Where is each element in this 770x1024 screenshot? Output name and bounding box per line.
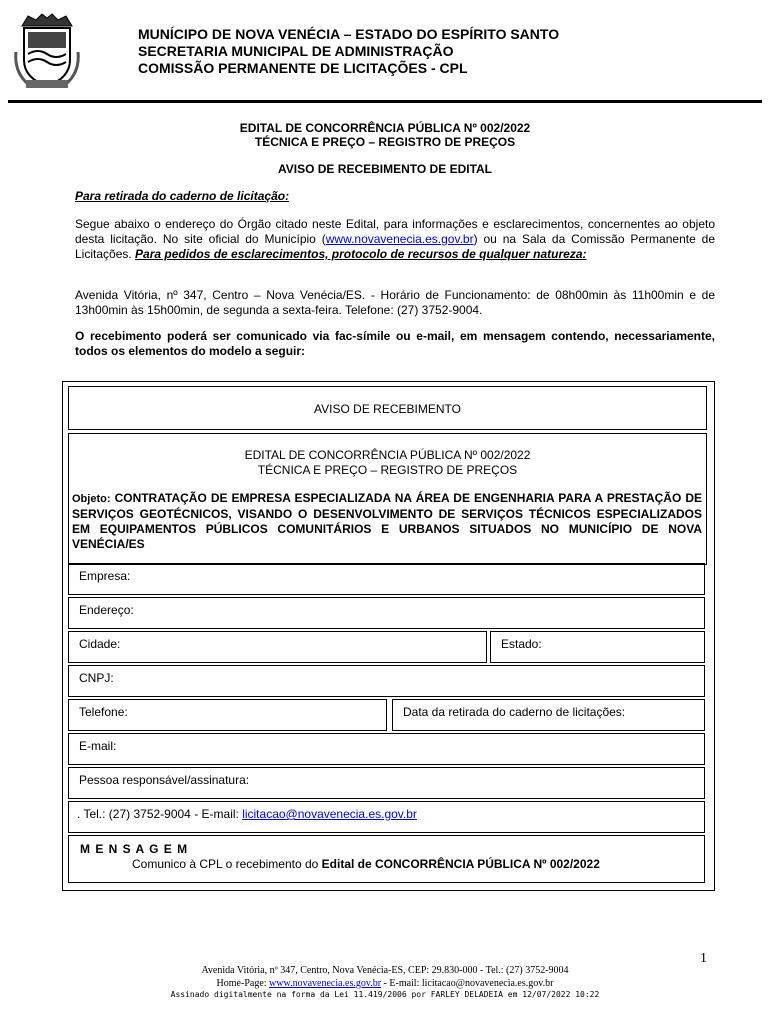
header-line-3: COMISSÃO PERMANENTE DE LICITAÇÕES - CPL [138, 60, 468, 76]
contato-text: . Tel.: (27) 3752-9004 - E-mail: [77, 807, 243, 821]
footer-address: Avenida Vitória, nº 347, Centro, Nova Venécia-ES, CEP: 29.830-000 - Tel.: (27) 3752-9004 [201, 965, 569, 976]
contato-email-link[interactable]: licitacao@novavenecia.es.gov.br [242, 807, 417, 821]
estado-field[interactable]: Estado: [490, 631, 705, 663]
pessoa-responsavel-field[interactable]: Pessoa responsável/assinatura: [68, 767, 705, 799]
cidade-field[interactable]: Cidade: [68, 631, 487, 663]
header-divider [8, 100, 762, 103]
header-line-2: SECRETARIA MUNICIPAL DE ADMINISTRAÇÃO [138, 43, 454, 59]
paragraph-info [75, 217, 715, 262]
paragraph-info-emphasis: Para pedidos de esclarecimentos, protocolo de recursos de qualquer natureza: [135, 247, 587, 261]
footer-email: - E-mail: licitacao@novavenecia.es.gov.br [381, 978, 554, 989]
form-title-box [68, 386, 707, 430]
website-link[interactable]: www.novavenecia.es.gov.br [325, 232, 474, 246]
contato-row [68, 801, 705, 833]
paragraph-address: Avenida Vitória, nº 347, Centro – Nova Venécia/ES. - Horário de Funcionamento: de 08h00min às 11h00min e de 13h00min às 15h00min, de segunda a sexta-feira. Telefone: (27) 3752-9004. [75, 288, 715, 317]
aviso-title: AVISO DE RECEBIMENTO DE EDITAL [277, 162, 493, 176]
data-retirada-field[interactable]: Data da retirada do caderno de licitações: [392, 699, 705, 731]
footer-homepage-label: Home-Page: [216, 978, 270, 989]
empresa-field[interactable]: Empresa: [68, 563, 705, 595]
page-number: 1 [700, 951, 707, 966]
edital-title: EDITAL DE CONCORRÊNCIA PÚBLICA Nº 002/2022 [239, 121, 531, 135]
email-field[interactable]: E-mail: [68, 733, 705, 765]
form-edital-title: EDITAL DE CONCORRÊNCIA PÚBLICA Nº 002/2022 [244, 448, 531, 462]
form-title: AVISO DE RECEBIMENTO [314, 402, 461, 416]
paragraph-recebimento: O recebimento poderá ser comunicado via fac-símile ou e-mail, em mensagem contendo, necessariamente, todos os elementos do modelo a seguir: [75, 329, 715, 358]
form-objeto [72, 491, 702, 552]
municipal-crest-logo [14, 12, 80, 92]
telefone-field[interactable]: Telefone: [68, 699, 387, 731]
mensagem-text: Comunico à CPL o recebimento do [132, 857, 322, 871]
edital-tipo: TÉCNICA E PREÇO – REGISTRO DE PREÇOS [254, 135, 516, 149]
footer-homepage-link[interactable]: www.novavenecia.es.gov.br [269, 978, 382, 989]
paragraph-info-text-b: ) ou na Sala da Comissão Permanente de Licitações. [75, 232, 716, 261]
mensagem-bold: Edital de CONCORRÊNCIA PÚBLICA Nº 002/2022 [321, 857, 600, 871]
endereco-field[interactable]: Endereço: [68, 597, 705, 629]
footer-contact [0, 978, 770, 989]
mensagem-line [80, 857, 704, 871]
digital-signature-note: Assinado digitalmente na forma da Lei 11.419/2006 por FARLEY DELADEIA em 12/07/2022 10:22 [170, 990, 600, 999]
paragraph-info-text-a: Segue abaixo o endereço do Órgão citado neste Edital, para informações e esclarecimentos, concernentes ao objeto desta licitação. No site oficial do Município ( [75, 217, 715, 246]
retirada-heading: Para retirada do caderno de licitação: [75, 189, 290, 203]
mensagem-label: M E N S A G E M [80, 842, 189, 856]
header-line-1: MUNÍCIPO DE NOVA VENÉCIA – ESTADO DO ESPÍRITO SANTO [138, 26, 560, 42]
mensagem-box [68, 835, 705, 883]
form-objeto-label: Objeto: [72, 493, 111, 505]
form-edital-box [68, 433, 707, 565]
form-objeto-text: CONTRATAÇÃO DE EMPRESA ESPECIALIZADA NA ÁREA DE ENGENHARIA PARA A PRESTAÇÃO DE SERVIÇOS GEOTÉCNICOS, VISANDO O DESENVOLVIMENTO DE SERVIÇOS TÉCNICOS ESPECIALIZADOS EM EQUIPAMENTOS PÚBLICOS COMUNITÁRIOS E URBANOS SITUADOS NO MUNICÍPIO DE NOVA VENÉCIA/ES [72, 491, 702, 551]
form-edital-tipo: TÉCNICA E PREÇO – REGISTRO DE PREÇOS [257, 463, 518, 477]
cnpj-field[interactable]: CNPJ: [68, 665, 705, 697]
